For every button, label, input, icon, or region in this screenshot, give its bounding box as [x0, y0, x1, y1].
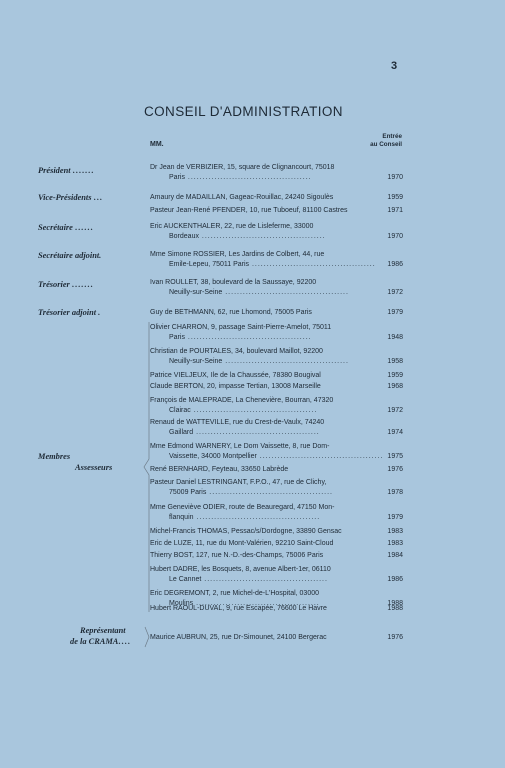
member-address-line: Eric DEGREMONT, 2, rue Michel-de-L'Hospital, 03000	[150, 590, 320, 597]
member-address-line: François de MALEPRADE, La Chenevière, Bourran, 47320	[150, 397, 334, 404]
member-address-line: Amaury de MADAILLAN, Gageac-Rouillac, 24240 Sigoulès	[150, 194, 334, 201]
role-de-la-crama-label: de la CRAMA	[70, 637, 119, 646]
entry-year: 1948	[387, 333, 403, 341]
entry-year: 1971	[387, 207, 403, 214]
entry-year: 1983	[387, 528, 403, 535]
member-address-continuation: Vaissette, 34000 Montpellier ..........................................	[169, 452, 384, 460]
role-tresorier-adjoint	[38, 308, 144, 317]
member-address-continuation-text: Moulins	[169, 599, 194, 607]
member-entry	[150, 250, 403, 269]
entry-year: 1979	[387, 513, 403, 521]
member-entry	[150, 539, 403, 549]
member-address-line: Maurice AUBRUN, 25, rue Dr-Simounet, 24100 Bergerac	[150, 634, 327, 641]
member-entry	[150, 206, 403, 216]
member-address-continuation-text: Gaillard	[169, 428, 194, 436]
member-entry	[150, 478, 403, 497]
member-address-continuation-text: Le Cannet	[169, 575, 202, 583]
role-tresorier-adjoint-label: Trésorier adjoint .	[38, 308, 101, 317]
member-address-continuation-text: Neuilly-sur-Seine	[169, 288, 223, 296]
member-address-continuation-text: flanquin	[169, 513, 194, 521]
member-entry	[150, 418, 403, 437]
member-address-line: Ivan ROULLET, 38, boulevard de la Saussaye, 92200	[150, 279, 317, 286]
member-entry	[150, 633, 403, 643]
member-address-continuation: Clairac ..........................................	[169, 406, 318, 414]
page-number: 3	[391, 60, 398, 72]
role-assesseurs-label: Assesseurs	[75, 463, 113, 472]
member-address-line: Pasteur Jean-René PFENDER, 10, rue Tuboeuf, 81100 Castres	[150, 207, 348, 214]
role-vice-presidents-label: Vice-Présidents	[38, 193, 92, 202]
member-entry	[150, 465, 403, 475]
member-address-line: Guy de BETHMANN, 62, rue Lhomond, 75005 Paris	[150, 309, 312, 316]
entry-year: 1979	[387, 309, 403, 316]
entry-year: 1959	[387, 372, 403, 379]
member-address-line: René BERNHARD, Feyteau, 33650 Labrède	[150, 466, 289, 473]
role-vice-presidents: Vice-Présidents ...	[38, 193, 103, 202]
member-entry	[150, 222, 403, 241]
member-address-line: Pasteur Daniel LESTRINGANT, F.P.O., 47, rue de Clichy,	[150, 479, 327, 486]
role-membres	[38, 452, 144, 461]
member-address-continuation-text: Clairac	[169, 406, 191, 414]
member-address-line: Eric AUCKENTHALER, 22, rue de Lisleferme, 33000	[150, 223, 314, 230]
mm-header: MM.	[150, 141, 164, 148]
entry-year: 1986	[387, 575, 403, 583]
member-entry	[150, 308, 403, 318]
entry-year: 1970	[387, 232, 403, 240]
role-tresorier-label: Trésorier	[38, 280, 70, 289]
entry-year: 1988	[387, 599, 403, 607]
member-address-continuation: Paris ..........................................	[169, 333, 312, 341]
entry-year: 1976	[387, 634, 403, 641]
entry-year: 1968	[387, 383, 403, 390]
member-address-continuation: Neuilly-sur-Seine ..........................................	[169, 288, 349, 296]
member-entry	[150, 396, 403, 415]
entry-year: 1959	[387, 194, 403, 201]
entree-line1: Entrée	[382, 133, 402, 140]
member-address-continuation-text: Neuilly-sur-Seine	[169, 357, 223, 365]
role-representant-label: Représentant	[80, 626, 126, 635]
role-tresorier: Trésorier .......	[38, 280, 94, 289]
entry-year: 1958	[387, 357, 403, 365]
member-address-line: Hubert DADRE, les Bosquets, 8, avenue Albert-1er, 06110	[150, 566, 331, 573]
entree-line2: au Conseil	[370, 141, 402, 148]
entry-year: 1972	[387, 288, 403, 296]
member-entry	[150, 193, 403, 203]
entree-header	[357, 133, 402, 149]
member-address-continuation: 75009 Paris ..........................................	[169, 488, 333, 496]
member-address-line: Patrice VIELJEUX, Ile de la Chaussée, 78380 Bougival	[150, 372, 321, 379]
entry-year: 1976	[387, 466, 403, 473]
member-address-line: Michel-Francis THOMAS, Pessac/s/Dordogne, 33890 Gensac	[150, 528, 342, 535]
entry-year: 1984	[387, 552, 403, 559]
page-title: CONSEIL D'ADMINISTRATION	[144, 104, 343, 119]
member-address-continuation-text: Bordeaux	[169, 232, 199, 240]
role-secretaire-label: Secrétaire	[38, 223, 73, 232]
member-entry	[150, 442, 403, 461]
entry-year: 1988	[387, 605, 403, 612]
member-address-continuation: Bordeaux ..........................................	[169, 232, 326, 240]
entry-year: 1983	[387, 540, 403, 547]
role-secretaire-adjoint-label: Secrétaire adjoint.	[38, 251, 102, 260]
member-entry	[150, 323, 403, 342]
role-membres-label: Membres	[38, 452, 71, 461]
entry-year: 1975	[387, 452, 403, 460]
entry-year: 1986	[387, 260, 403, 268]
member-address-line: Eric de LUZE, 11, rue du Mont-Valérien, 92210 Saint-Cloud	[150, 540, 334, 547]
member-entry	[150, 163, 403, 182]
member-address-line: Hubert RAOUL-DUVAL, 9, rue Escapée, 76600 Le Havre	[150, 605, 327, 612]
member-address-line: Dr Jean de VERBIZIER, 15, square de Clignancourt, 75018	[150, 164, 335, 171]
member-entry	[150, 347, 403, 366]
member-address-continuation: Moulins ..........................................	[169, 599, 320, 607]
member-entry	[150, 527, 403, 537]
member-address-continuation: Le Cannet ..........................................	[169, 575, 328, 583]
member-address-continuation-text: Paris	[169, 173, 185, 181]
member-address-continuation-text: Vaissette, 34000 Montpellier	[169, 452, 257, 460]
member-address-line: Thierry BOST, 127, rue N.-D.-des-Champs, 75006 Paris	[150, 552, 324, 559]
member-address-continuation-text: Paris	[169, 333, 185, 341]
member-address-continuation: Paris ..........................................	[169, 173, 312, 181]
member-entry	[150, 551, 403, 561]
member-address-continuation: Emile-Lepeu, 75011 Paris ..........................................	[169, 260, 376, 268]
entry-year: 1974	[387, 428, 403, 436]
role-secretaire-adjoint	[38, 251, 144, 260]
member-address-line: Renaud de WATTEVILLE, rue du Crest-de-Vaulx, 74240	[150, 419, 325, 426]
member-entry	[150, 604, 403, 614]
role-de-la-crama: de la CRAMA....	[70, 637, 131, 646]
member-entry	[150, 565, 403, 584]
member-address-continuation-text: Emile-Lepeu, 75011 Paris	[169, 260, 250, 268]
member-entry	[150, 371, 403, 381]
role-president-label: Président	[38, 166, 71, 175]
member-address-line: Mme Simone ROSSIER, Les Jardins de Colbert, 44, rue	[150, 251, 325, 258]
member-address-continuation-text: 75009 Paris	[169, 488, 207, 496]
role-president: Président .......	[38, 166, 95, 175]
entry-year: 1978	[387, 488, 403, 496]
member-address-continuation: Gaillard ..........................................	[169, 428, 320, 436]
member-address-line: Claude BERTON, 20, impasse Tertian, 13008 Marseille	[150, 383, 321, 390]
member-entry	[150, 382, 403, 392]
member-address-continuation: flanquin ..........................................	[169, 513, 321, 521]
entry-year: 1970	[387, 173, 403, 181]
entry-year: 1972	[387, 406, 403, 414]
member-entry	[150, 278, 403, 297]
member-address-continuation: Neuilly-sur-Seine ..........................................	[169, 357, 349, 365]
role-secretaire: Secrétaire ......	[38, 223, 94, 232]
member-address-line: Christian de POURTALES, 34, boulevard Maillot, 92200	[150, 348, 323, 355]
member-address-line: Olivier CHARRON, 9, passage Saint-Pierre-Amelot, 75011	[150, 324, 332, 331]
member-address-line: Mme Edmond WARNERY, Le Dom Vaissette, 8, rue Dom-	[150, 443, 330, 450]
member-address-line: Mme Geneviève ODIER, route de Beauregard, 47150 Mon-	[150, 504, 335, 511]
member-entry	[150, 503, 403, 522]
